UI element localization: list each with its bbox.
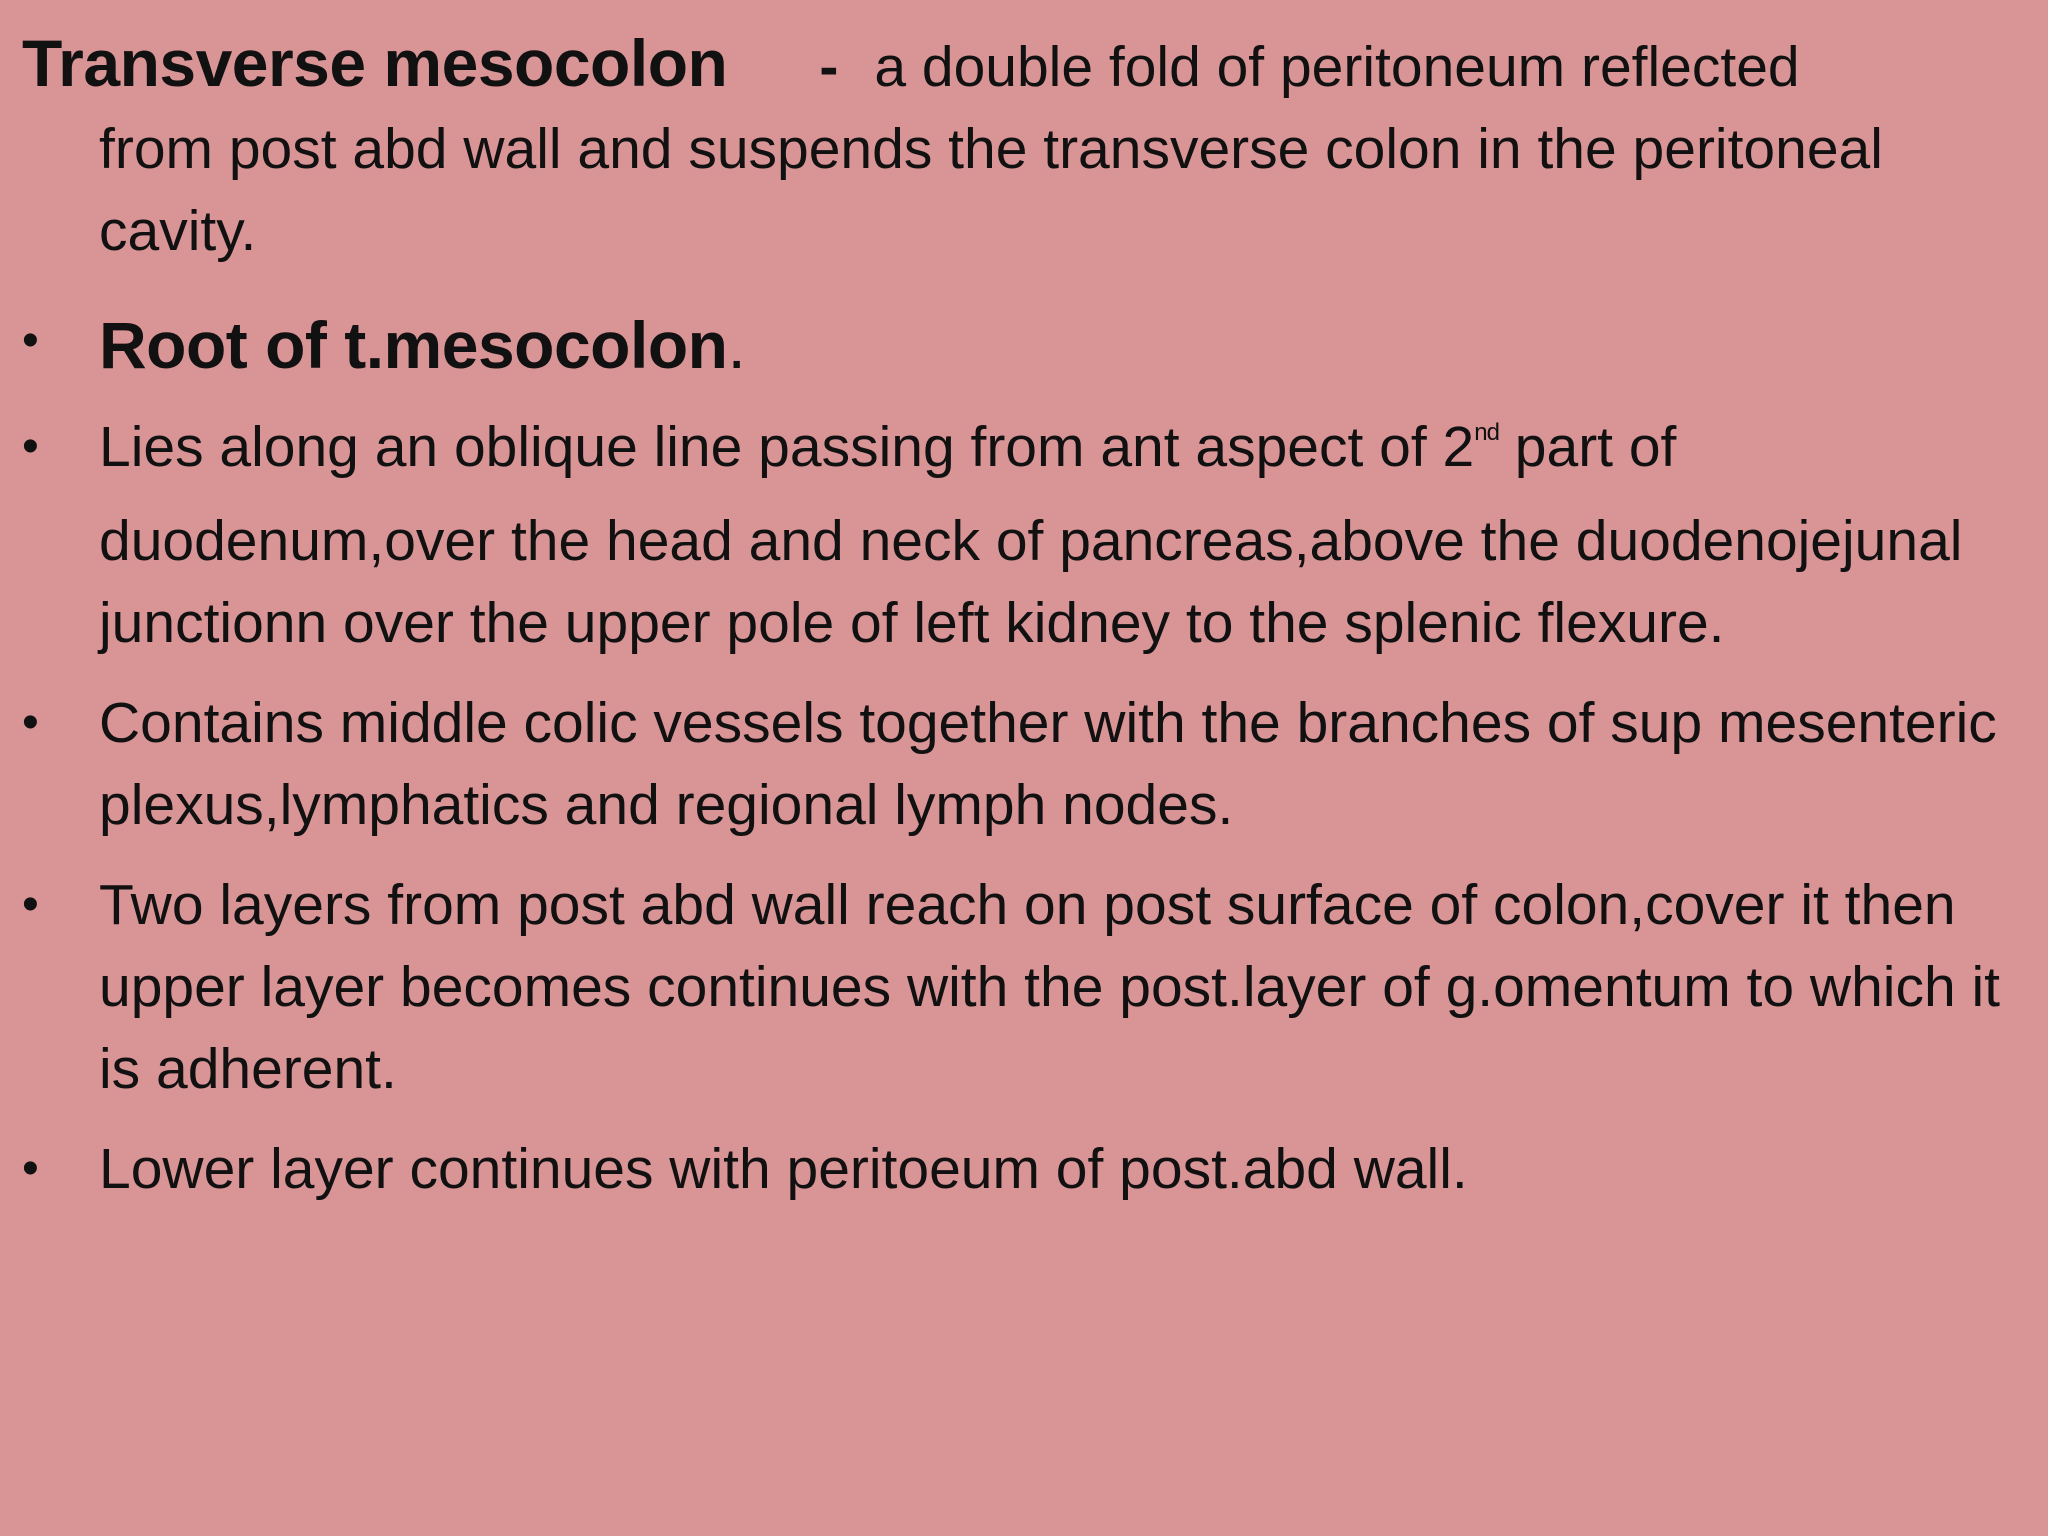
bullet-text-two-layers: Two layers from post abd wall reach on post surface of colon,cover it then upper layer becomes continues with the post.layer of g.omentum to which it is adherent. xyxy=(99,873,2000,1101)
bullet-icon: • xyxy=(22,420,39,473)
lies-text-start: Lies along an oblique line passing from ant aspect of 2 xyxy=(99,415,1475,479)
bullet-item-lower-layer xyxy=(22,1128,2032,1210)
slide-title: Transverse mesocolon xyxy=(22,26,728,100)
bullet-text-lower-layer: Lower layer continues with peritoeum of post.abd wall. xyxy=(99,1137,1468,1201)
intro-paragraph xyxy=(22,22,2012,272)
ordinal-superscript: nd xyxy=(1474,419,1499,446)
bullet-item-contains xyxy=(22,682,2032,846)
bullet-text-lies-along xyxy=(99,406,2032,664)
bullet-icon: • xyxy=(22,878,39,931)
bullet-text-contains: Contains middle colic vessels together with the branches of sup mesenteric plexus,lymphatics and regional lymph nodes. xyxy=(99,691,1997,837)
title-dash: - xyxy=(819,35,839,99)
root-heading: Root of t.mesocolon xyxy=(99,308,728,382)
lies-text-end: part of duodenum,over the head and neck of pancreas,above the duodenojejunal junctionn over the upper pole of left kidney to the splenic flexure. xyxy=(99,415,1963,655)
root-heading-period: . xyxy=(727,308,746,382)
bullet-icon: • xyxy=(22,1142,39,1195)
bullet-icon: • xyxy=(22,696,39,749)
bullet-icon: • xyxy=(22,314,39,367)
bullet-item-lies-along xyxy=(22,406,2032,664)
bullet-item-two-layers xyxy=(22,864,2032,1110)
bullet-list xyxy=(22,302,2032,1228)
intro-first-line xyxy=(22,22,2012,108)
intro-text-line1: a double fold of peritoneum reflected xyxy=(874,35,1800,99)
bullet-text-root xyxy=(99,302,2032,388)
bullet-item-root xyxy=(22,302,2032,388)
intro-text-continued: from post abd wall and suspends the transverse colon in the peritoneal cavity. xyxy=(99,117,1883,263)
